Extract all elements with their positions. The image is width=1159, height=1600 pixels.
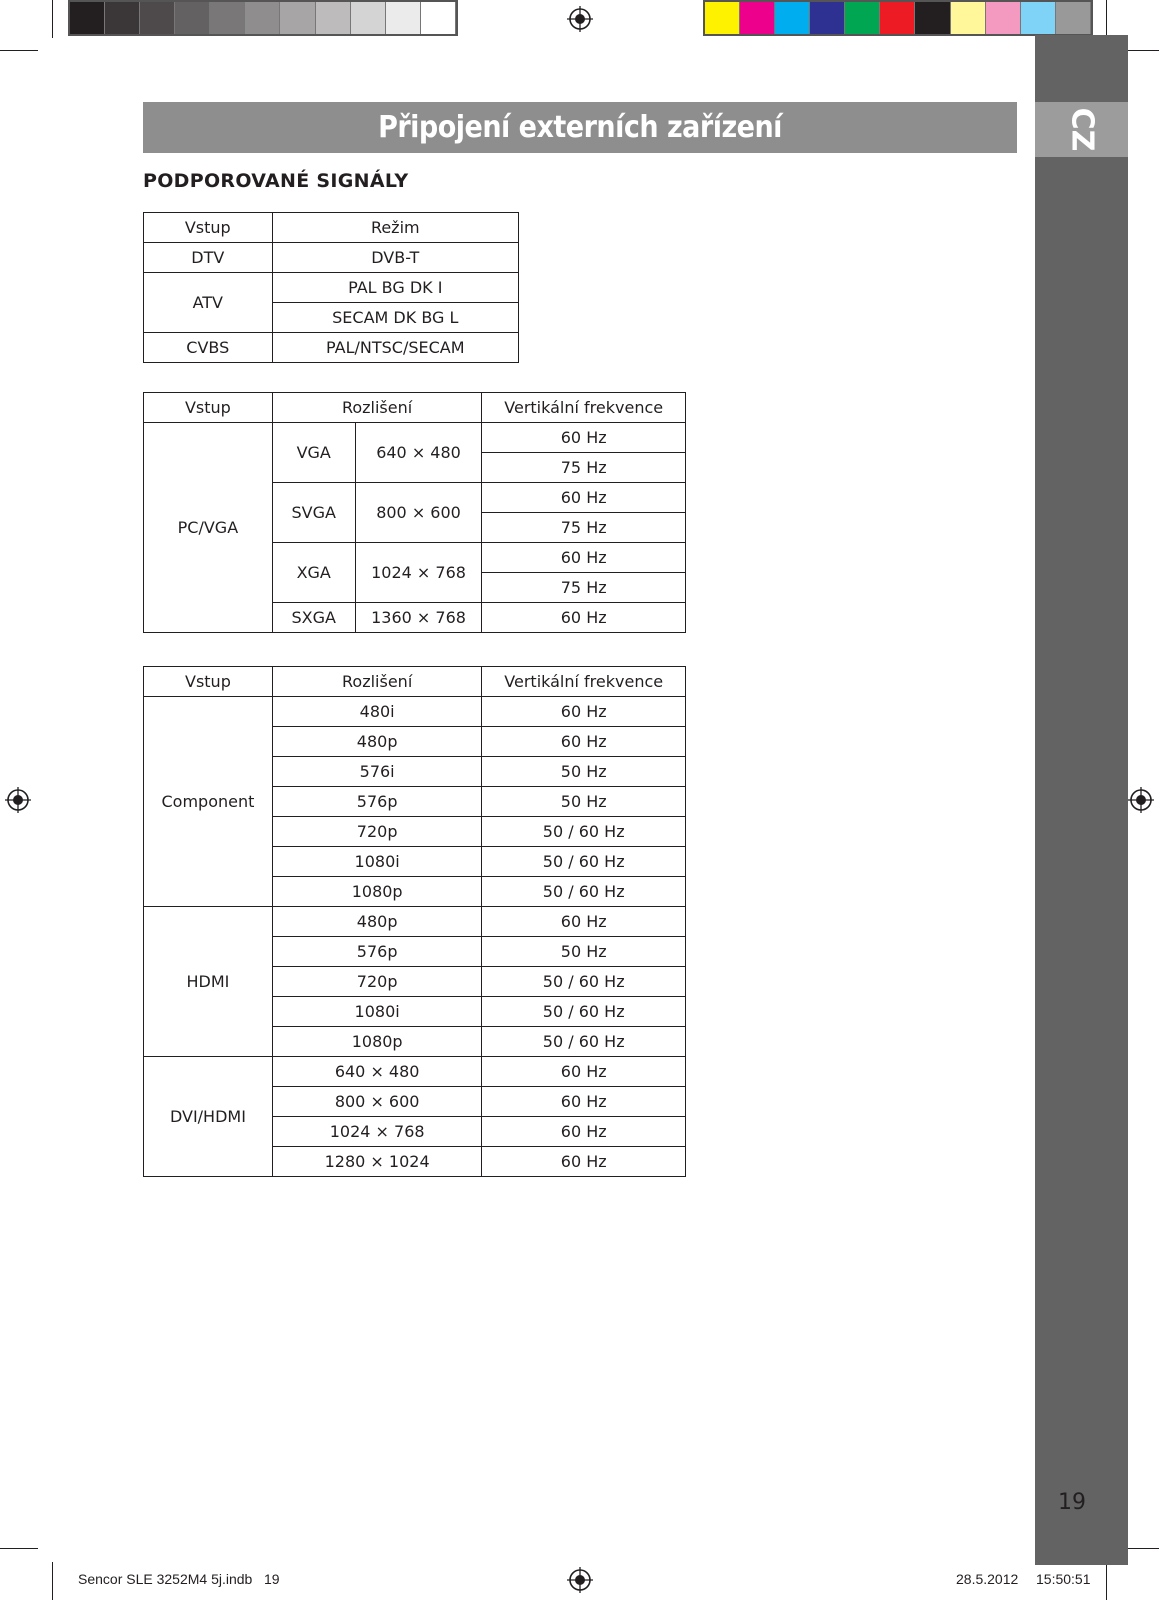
mode-name-cell: SVGA — [272, 483, 355, 543]
color-swatch — [175, 2, 210, 34]
footer-date: 28.5.2012 — [956, 1571, 1019, 1587]
color-swatch — [351, 2, 386, 34]
frequency-cell: 60 Hz — [482, 423, 686, 453]
resolution-cell: 800 × 600 — [272, 1087, 482, 1117]
table-header-row — [144, 213, 519, 243]
mode-name-cell: SXGA — [272, 603, 355, 633]
resolution-cell: 576i — [272, 757, 482, 787]
input-cell: ATV — [144, 273, 273, 333]
color-swatch — [775, 2, 810, 34]
section-title: PODPOROVANÉ SIGNÁLY — [143, 170, 409, 192]
frequency-cell: 60 Hz — [482, 697, 686, 727]
frequency-cell: 75 Hz — [482, 513, 686, 543]
registration-mark-icon — [1128, 787, 1154, 813]
table-row — [144, 907, 686, 937]
header-cell: Rozlišení — [272, 667, 482, 697]
frequency-cell: 60 Hz — [482, 603, 686, 633]
frequency-cell: 50 Hz — [482, 757, 686, 787]
mode-name-cell: XGA — [272, 543, 355, 603]
input-cell: HDMI — [144, 907, 273, 1057]
resolution-cell: 480p — [272, 907, 482, 937]
frequency-cell: 75 Hz — [482, 573, 686, 603]
frequency-cell: 50 / 60 Hz — [482, 997, 686, 1027]
frequency-cell: 50 / 60 Hz — [482, 847, 686, 877]
frequency-cell: 60 Hz — [482, 1147, 686, 1177]
resolution-cell: 720p — [272, 967, 482, 997]
registration-mark-icon — [567, 6, 593, 32]
resolution-cell: 1280 × 1024 — [272, 1147, 482, 1177]
table-header-row — [144, 667, 686, 697]
frequency-cell: 75 Hz — [482, 453, 686, 483]
color-swatch — [1056, 2, 1091, 34]
frequency-cell: 50 Hz — [482, 787, 686, 817]
pc-vga-signal-table — [143, 392, 686, 633]
frequency-cell: 60 Hz — [482, 907, 686, 937]
header-cell: Vstup — [144, 667, 273, 697]
header-cell: Vstup — [144, 393, 273, 423]
registration-mark-icon — [5, 787, 31, 813]
color-swatch — [986, 2, 1021, 34]
frequency-cell: 50 / 60 Hz — [482, 1027, 686, 1057]
mode-cell: SECAM DK BG L — [272, 303, 518, 333]
footer-time: 15:50:51 — [1036, 1571, 1091, 1587]
crop-mark — [52, 0, 53, 38]
header-cell: Vertikální frekvence — [482, 667, 686, 697]
frequency-cell: 60 Hz — [482, 1117, 686, 1147]
color-swatch — [1021, 2, 1056, 34]
frequency-cell: 60 Hz — [482, 1057, 686, 1087]
table-row — [144, 697, 686, 727]
process-color-swatch-bar — [703, 0, 1093, 36]
crop-mark — [1106, 0, 1107, 38]
color-swatch — [915, 2, 950, 34]
language-tab-label: CZ — [1064, 107, 1099, 152]
grayscale-swatch-bar — [68, 0, 458, 36]
resolution-cell: 576p — [272, 937, 482, 967]
resolution-cell: 480i — [272, 697, 482, 727]
page-header-bar — [143, 102, 1017, 153]
input-cell: CVBS — [144, 333, 273, 363]
input-cell: Component — [144, 697, 273, 907]
frequency-cell: 50 / 60 Hz — [482, 967, 686, 997]
crop-mark — [0, 50, 38, 51]
frequency-cell: 60 Hz — [482, 727, 686, 757]
component-hdmi-signal-table — [143, 666, 686, 1177]
side-band — [1035, 35, 1128, 1565]
crop-mark — [1106, 1562, 1107, 1600]
table-row — [144, 333, 519, 363]
color-swatch — [845, 2, 880, 34]
resolution-cell: 1024 × 768 — [272, 1117, 482, 1147]
registration-mark-icon — [567, 1567, 593, 1593]
table-row — [144, 1057, 686, 1087]
mode-cell: PAL/NTSC/SECAM — [272, 333, 518, 363]
mode-cell: DVB-T — [272, 243, 518, 273]
color-swatch — [880, 2, 915, 34]
color-swatch — [421, 2, 456, 34]
crop-mark — [52, 1562, 53, 1600]
resolution-cell: 640 × 480 — [272, 1057, 482, 1087]
frequency-cell: 50 Hz — [482, 937, 686, 967]
frequency-cell: 60 Hz — [482, 543, 686, 573]
resolution-cell: 576p — [272, 787, 482, 817]
color-swatch — [245, 2, 280, 34]
resolution-cell: 480p — [272, 727, 482, 757]
color-swatch — [70, 2, 105, 34]
frequency-cell: 50 / 60 Hz — [482, 817, 686, 847]
frequency-cell: 60 Hz — [482, 483, 686, 513]
frequency-cell: 60 Hz — [482, 1087, 686, 1117]
input-cell: DTV — [144, 243, 273, 273]
resolution-cell: 1024 × 768 — [355, 543, 482, 603]
color-swatch — [386, 2, 421, 34]
crop-mark — [0, 1548, 38, 1549]
mode-name-cell: VGA — [272, 423, 355, 483]
language-tab — [1035, 102, 1128, 157]
header-cell: Vertikální frekvence — [482, 393, 686, 423]
broadcast-signal-table — [143, 212, 519, 363]
footer-file-info: Sencor SLE 3252M4 5j.indb 19 — [78, 1571, 280, 1587]
color-swatch — [210, 2, 245, 34]
color-swatch — [105, 2, 140, 34]
color-swatch — [316, 2, 351, 34]
resolution-cell: 1080p — [272, 877, 482, 907]
header-cell: Režim — [272, 213, 518, 243]
table-header-row — [144, 393, 686, 423]
color-swatch — [280, 2, 315, 34]
resolution-cell: 800 × 600 — [355, 483, 482, 543]
color-swatch — [740, 2, 775, 34]
color-swatch — [810, 2, 845, 34]
resolution-cell: 1080i — [272, 847, 482, 877]
header-cell: Vstup — [144, 213, 273, 243]
mode-cell: PAL BG DK I — [272, 273, 518, 303]
resolution-cell: 720p — [272, 817, 482, 847]
color-swatch — [951, 2, 986, 34]
table-row — [144, 423, 686, 453]
page-title: Připojení externích zařízení — [378, 110, 782, 145]
color-swatch — [140, 2, 175, 34]
header-cell: Rozlišení — [272, 393, 482, 423]
input-cell: PC/VGA — [144, 423, 273, 633]
frequency-cell: 50 / 60 Hz — [482, 877, 686, 907]
resolution-cell: 1080i — [272, 997, 482, 1027]
color-swatch — [705, 2, 740, 34]
input-cell: DVI/HDMI — [144, 1057, 273, 1177]
table-row — [144, 243, 519, 273]
resolution-cell: 640 × 480 — [355, 423, 482, 483]
page-number: 19 — [1058, 1490, 1086, 1515]
resolution-cell: 1360 × 768 — [355, 603, 482, 633]
resolution-cell: 1080p — [272, 1027, 482, 1057]
table-row — [144, 273, 519, 303]
